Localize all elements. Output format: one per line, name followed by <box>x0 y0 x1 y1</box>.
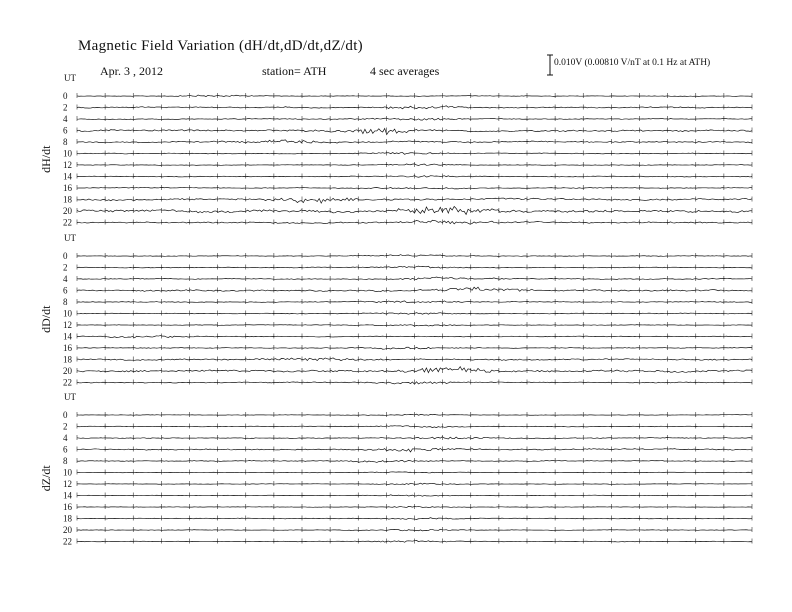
row-label: 6 <box>63 444 68 455</box>
row-label: 14 <box>63 490 72 501</box>
row-label: 22 <box>63 536 72 547</box>
panel-ylabel: dZ/dt <box>39 465 53 492</box>
row-label: 10 <box>63 148 72 159</box>
panel-dZ-dt <box>39 392 752 547</box>
row-label: 8 <box>63 456 68 466</box>
row-label: 12 <box>63 320 72 330</box>
row-label: 8 <box>63 297 68 307</box>
row-label: 12 <box>63 160 72 170</box>
row-label: 4 <box>63 274 68 284</box>
row-label: 22 <box>63 377 72 388</box>
row-label: 2 <box>63 421 68 432</box>
row-label: 20 <box>63 525 72 535</box>
chart-title: Magnetic Field Variation (dH/dt,dD/dt,dZ/dt) <box>78 38 363 54</box>
ut-label: UT <box>64 73 76 83</box>
row-label: 8 <box>63 137 68 147</box>
row-label: 6 <box>63 285 68 296</box>
scale-bar-label: 0.010V (0.00810 V/nT at 0.1 Hz at ATH) <box>554 58 711 68</box>
row-label: 20 <box>63 366 72 376</box>
row-label: 16 <box>63 183 72 193</box>
row-label: 0 <box>63 251 68 261</box>
ut-label: UT <box>64 233 76 243</box>
row-label: 16 <box>63 502 72 512</box>
averaging-label: 4 sec averages <box>370 64 440 78</box>
row-label: 2 <box>63 102 68 113</box>
row-label: 18 <box>63 354 72 365</box>
row-label: 0 <box>63 91 68 101</box>
row-label: 4 <box>63 114 68 124</box>
row-label: 0 <box>63 410 68 420</box>
date-label: Apr. 3 , 2012 <box>100 64 163 78</box>
panel-dD-dt <box>39 233 752 388</box>
scale-bar-icon <box>547 55 553 75</box>
row-label: 16 <box>63 343 72 353</box>
row-label: 22 <box>63 217 72 228</box>
row-label: 12 <box>63 479 72 489</box>
row-label: 4 <box>63 433 68 443</box>
row-label: 2 <box>63 262 68 273</box>
row-label: 10 <box>63 308 72 319</box>
row-label: 18 <box>63 194 72 205</box>
row-label: 18 <box>63 513 72 524</box>
row-label: 14 <box>63 171 72 182</box>
panel-dH-dt <box>39 73 752 228</box>
panel-ylabel: dH/dt <box>39 145 53 173</box>
panel-ylabel: dD/dt <box>39 305 53 333</box>
ut-label: UT <box>64 392 76 402</box>
row-label: 6 <box>63 125 68 136</box>
row-label: 10 <box>63 467 72 478</box>
row-label: 20 <box>63 206 72 216</box>
row-label: 14 <box>63 331 72 342</box>
station-label: station= ATH <box>262 64 327 78</box>
